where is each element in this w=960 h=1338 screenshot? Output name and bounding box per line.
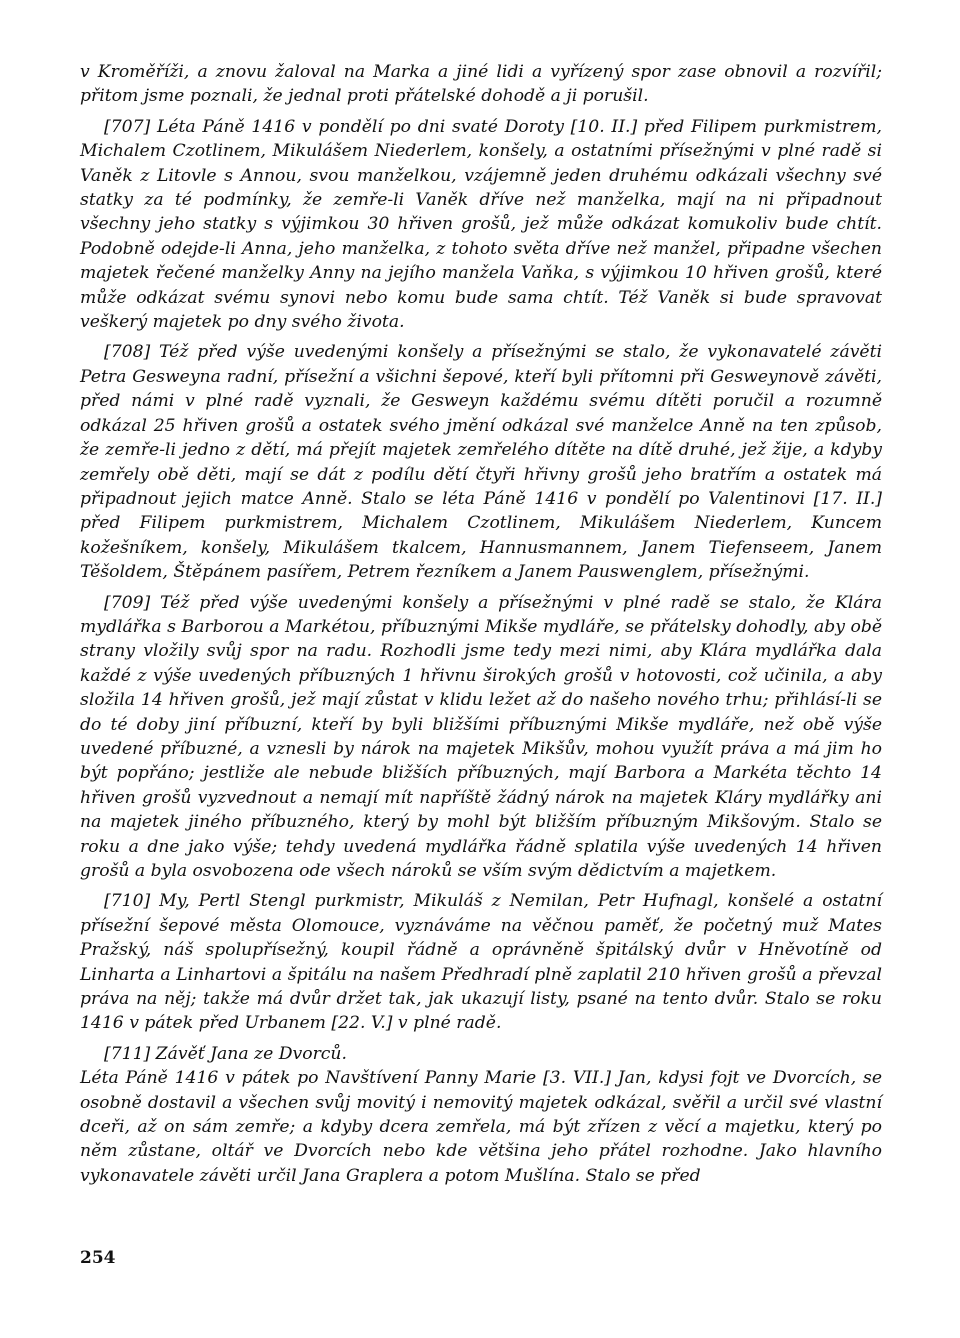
paragraph-708: [708] Též před výše uvedenými konšely a přísežnými se stalo, že vykonavatelé závěti Petra Gesweyna radní, přísežní a všichni šepové, kteří byli přítomni při Gesweynově závěti, před námi v plné radě vyznali, že Gesweyn každému svému dítěti poručil a rozumně odkázal 25 hřiven grošů a ostatek svého jmění odkázal své manželce Anně na ten způsob, že zemře-li jedno z dětí, má přejít majetek zemřelého dítěte na dítě druhé, jež žije, a kdyby zemřely obě děti, mají se dát z podílu dětí čtyři hřivny grošů jeho bratřím a ostatek má připadnout jejich matce Anně. Stalo se léta Páně 1416 v pondělí po Valentinovi [17. II.] před Filipem purkmistrem, Michalem Czotlinem, Mikulášem Niederlem, Kuncem kožešníkem, konšely, Mikulášem tkalcem, Hannusmannem, Janem Tiefenseem, Janem Těšoldem, Štěpánem pasířem, Petrem řezníkem a Janem Pauswenglem, přísežnými. [80,342,882,583]
paragraph-711: Léta Páně 1416 v pátek po Navštívení Panny Marie [3. VII.] Jan, kdysi fojt ve Dvorcích, se osobně dostavil a všechen svůj movitý i nemovitý majetek odkázal, svěřil a určil své vlastní dceři, až on sám zemře; a kdyby dcera zemřela, má být zřízen z věcí a majetku, který po něm zůstane, oltář ve Dvorcích nebo kde většina jeho přátel rozhodne. Jako hlavního vykonavatele závěti určil Jana Graplera a potom Mušlína. Stalo se před [80,1068,882,1186]
paragraph-709: [709] Též před výše uvedenými konšely a přísežnými v plné radě se stalo, že Klára mydlářka s Barborou a Markétou, příbuznými Mikše mydláře, se přátelsky dohodly, aby obě strany vložily svůj spor na radu. Rozhodli jsme tedy mezi nimi, aby Klára mydlářka dala každé z výše uvedených příbuzných 1 hřivnu širokých grošů v hotovosti, což učinila, a aby složila 14 hřiven grošů, jež mají zůstat v klidu ležet až do našeho nového trhu; přihlásí-li se do té doby jiní příbuzní, kteří by byli bližšími příbuznými Mikše mydláře, než obě výše uvedené příbuzné, a vznesli by nárok na majetek Mikšův, mohou využít práva a má jim ho být popřáno; jestliže ale nebude bližších příbuzných, mají Barbora a Markéta těchto 14 hřiven grošů vyzvednout a nemají mít napříště žádný nárok na majetek Kláry mydlářky ani na majetek jiného příbuzného, který by mohl být bližším příbuzným Mikšovým. Stalo se roku a dne jako výše; tehdy uvedená mydlářka řádně splatila výše uvedených 14 hřiven grošů a byla osvobozena ode všech nároků se vším svým dědictvím a majetkem. [80,592,882,881]
paragraph-710: [710] My, Pertl Stengl purkmistr, Mikuláš z Nemilan, Petr Hufnagl, konšelé a ostatní přísežní šepové města Olomouce, vyznáváme na věčnou paměť, že početný muž Mates Pražský, náš spolupřísežný, koupil řádně a oprávněně špitálský dvůr v Hněvotíně od Linharta a Linhartovi a špitálu na našem Předhradí plně zaplatil 210 hřiven grošů a převzal práva na něj; takže má dvůr držet tak, jak ukazují listy, psané na tento dvůr. Stalo se roku 1416 v pátek před Urbanem [22. V.] v plné radě. [80,891,882,1034]
paragraph-continuation: v Kroměříži, a znovu žaloval na Marka a jiné lidi a vyřízený spor zase obnovil a rozvířil; přitom jsme poznali, že jednal proti přátelské dohodě a ji porušil. [80,62,882,107]
page-text [80,60,882,1194]
paragraph-707: [707] Léta Páně 1416 v pondělí po dni svaté Doroty [10. II.] před Filipem purkmistrem, Michalem Czotlinem, Mikulášem Niederlem, konšely, a ostatními přísežnými v plné radě si Vaněk z Litovle s Annou, svou manželkou, vzájemně jeden druhému odkázali všechny své statky za té podmínky, že zemře-li Vaněk dříve než manželka, mají na ni připadnout všechny jeho statky s výjimkou 30 hřiven grošů, jež může odkázat komukoliv bude chtít. Podobně odejde-li Anna, jeho manželka, z tohoto světa dříve než manžel, připadne všechen majetek řečené manželky Anny na jejího manžela Vaňka, s výjimkou 10 hřiven grošů, které může odkázat svému synovi nebo komu bude sama chtít. Též Vaněk si bude spravovat veškerý majetek po dny svého života. [80,116,882,333]
page-number: 254 [80,1248,116,1268]
heading-711: [711] Závěť Jana ze Dvorců. [104,1043,347,1064]
